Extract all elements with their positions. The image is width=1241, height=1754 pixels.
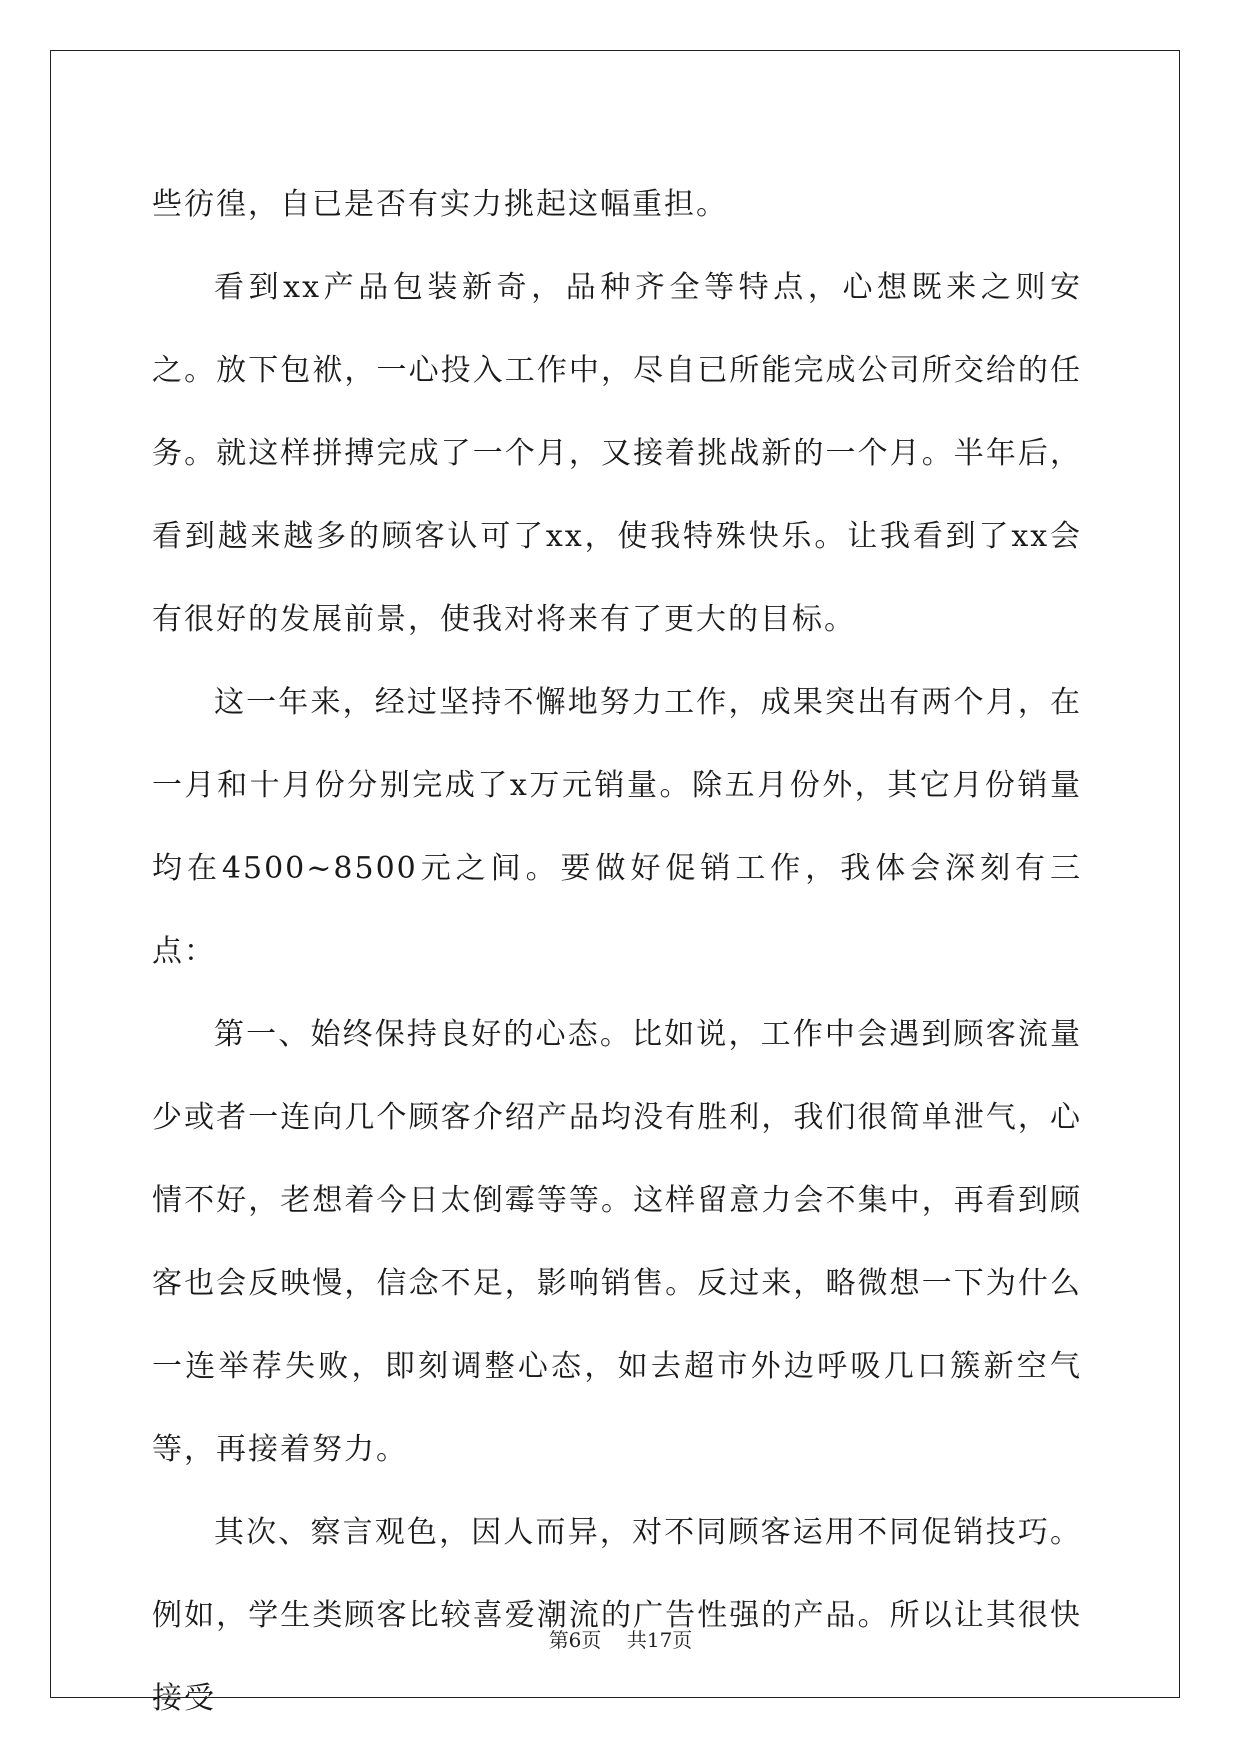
paragraph-4: 第一、始终保持良好的心态。比如说，工作中会遇到顾客流量少或者一连向几个顾客介绍产品均没有胜利，我们很简单泄气，心情不好，老想着今日太倒霉等等。这样留意力会不集中，再看到顾客也会反映慢，信念不足，影响销售。反过来，略微想一下为什么一连举荐失败，即刻调整心态，如去超市外边呼吸几口簇新空气等，再接着努力。 (152, 1017, 1082, 1467)
paragraph-1: 些彷徨，自已是否有实力挑起这幅重担。 (152, 187, 728, 222)
paragraph-3: 这一年来，经过坚持不懈地努力工作，成果突出有两个月，在一月和十月份分别完成了x万元销量。除五月份外，其它月份销量均在4500~8500元之间。要做好促销工作，我体会深刻有三点： (152, 685, 1082, 969)
page-total: 共17页 (626, 1628, 693, 1652)
paragraph-5: 其次、察言观色，因人而异，对不同顾客运用不同促销技巧。例如，学生类顾客比较喜爱潮流的广告性强的产品。所以让其很快接受 (152, 1515, 1082, 1716)
page-number: 第6页 (548, 1628, 602, 1652)
document-body (152, 163, 1082, 1740)
page-footer (0, 1628, 1241, 1652)
paragraph-2: 看到xx产品包装新奇，品种齐全等特点，心想既来之则安之。放下包袱，一心投入工作中，尽自已所能完成公司所交给的任务。就这样拼搏完成了一个月，又接着挑战新的一个月。半年后，看到越来越多的顾客认可了xx，使我特殊快乐。让我看到了xx会有很好的发展前景，使我对将来有了更大的目标。 (152, 270, 1082, 637)
